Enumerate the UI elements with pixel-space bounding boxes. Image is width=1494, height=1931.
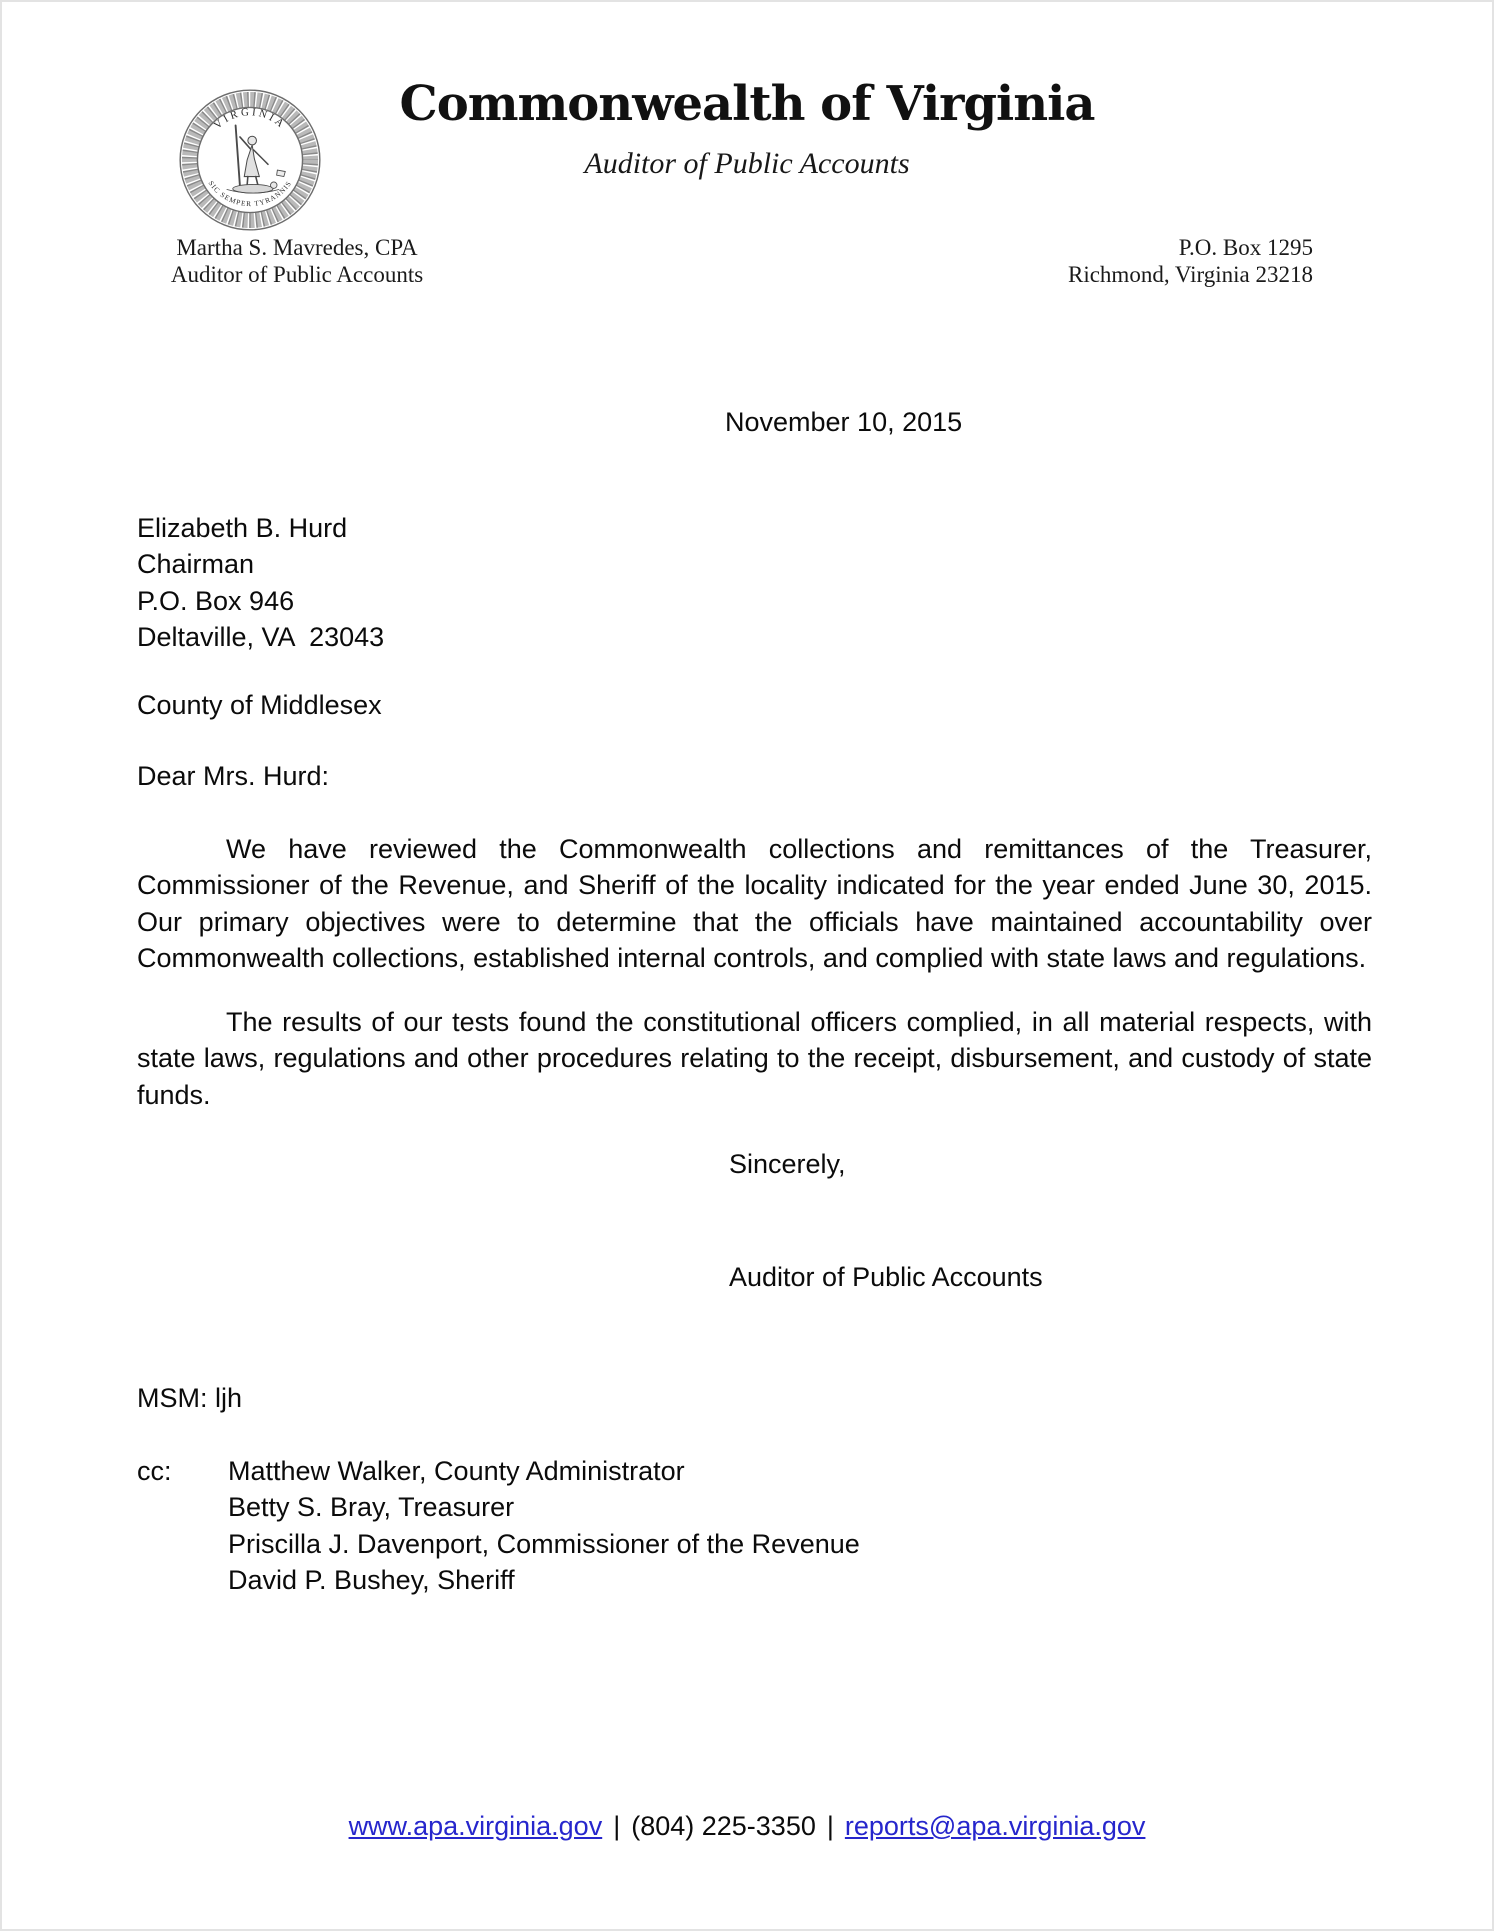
phone-number: (804) 225-3350 <box>631 1811 816 1841</box>
svg-text:VIRGINIA: VIRGINIA <box>211 106 289 132</box>
paragraph-line: funds. <box>137 1079 211 1110</box>
text-line: Elizabeth B. Hurd <box>137 513 348 543</box>
recipient-address <box>137 510 384 656</box>
cc-label: cc: <box>137 1456 172 1486</box>
text-line: Priscilla J. Davenport, Commissioner of the Revenue <box>228 1528 860 1559</box>
cc-list <box>228 1453 860 1599</box>
closing-line: Sincerely, <box>729 1149 846 1179</box>
locality-line: County of Middlesex <box>137 690 382 720</box>
website-link[interactable]: www.apa.virginia.gov <box>348 1811 603 1841</box>
paragraph-line: state laws, regulations and other procedures relating to the receipt, disbursement, and custody of state <box>137 1043 1372 1074</box>
office-address-block <box>1068 234 1313 288</box>
salutation: Dear Mrs. Hurd: <box>137 761 330 791</box>
footer-contact-bar <box>2 1808 1492 1844</box>
text-line: Deltaville, VA 23043 <box>137 622 385 653</box>
office-city-state-zip: Richmond, Virginia 23218 <box>1067 262 1313 287</box>
footer-separator-1: | <box>613 1811 621 1841</box>
text-line: Chairman <box>137 549 255 580</box>
paragraph-line: Commonwealth collections, established internal controls, and complied with state laws and regulations. <box>137 943 1367 974</box>
office-po-box: P.O. Box 1295 <box>1178 235 1313 260</box>
text-line: Betty S. Bray, Treasurer <box>228 1492 515 1523</box>
email-link[interactable]: reports@apa.virginia.gov <box>844 1811 1146 1841</box>
body-paragraph-2 <box>137 1004 1372 1113</box>
footer-separator-2: | <box>826 1811 834 1841</box>
official-name-block <box>147 234 447 288</box>
signer-title: Auditor of Public Accounts <box>729 1262 1043 1292</box>
letter-date: November 10, 2015 <box>725 407 963 437</box>
cc-block <box>137 1453 860 1599</box>
text-line: David P. Bushey, Sheriff <box>228 1565 515 1596</box>
agency-subtitle: Auditor of Public Accounts <box>584 147 910 180</box>
text-line: Matthew Walker, County Administrator <box>228 1456 685 1486</box>
official-name: Martha S. Mavredes, CPA <box>176 235 418 260</box>
reference-initials: MSM: ljh <box>137 1383 243 1413</box>
paragraph-line: Commissioner of the Revenue, and Sheriff of the locality indicated for the year ended June 30, 2015. <box>137 870 1372 901</box>
page-title: Commonwealth of Virginia <box>399 76 1095 132</box>
paragraph-line: We have reviewed the Commonwealth collections and remittances of the Treasurer, <box>226 834 1372 864</box>
paragraph-line: Our primary objectives were to determine that the officials have maintained accountability over <box>137 906 1372 937</box>
svg-text:SIC SEMPER TYRANNIS: SIC SEMPER TYRANNIS <box>206 179 294 209</box>
body-paragraph-1 <box>137 831 1372 977</box>
paragraph-line: The results of our tests found the constitutional officers complied, in all material respects, with <box>226 1007 1372 1037</box>
official-role: Auditor of Public Accounts <box>170 262 424 287</box>
text-line: P.O. Box 946 <box>137 585 295 616</box>
